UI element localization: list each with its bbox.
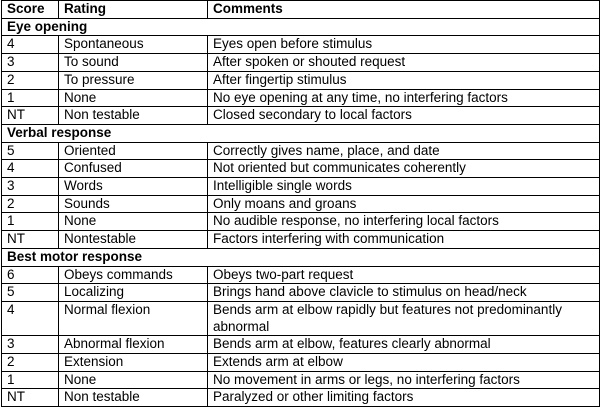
table-row — [2, 54, 600, 72]
score-cell: 3 — [2, 54, 59, 72]
score-cell: 3 — [2, 336, 59, 354]
score-cell: 5 — [2, 142, 59, 160]
section-title: Eye opening — [2, 18, 600, 36]
section-header-row — [2, 248, 600, 266]
score-cell: 2 — [2, 354, 59, 372]
comments-cell: Eyes open before stimulus — [208, 36, 600, 54]
comments-cell: Extends arm at elbow — [208, 354, 600, 372]
rating-cell: To sound — [59, 54, 208, 72]
rating-cell: Non testable — [59, 107, 208, 125]
table-row — [2, 301, 600, 335]
score-cell: 2 — [2, 195, 59, 213]
score-cell: 4 — [2, 36, 59, 54]
table-row — [2, 89, 600, 107]
comments-cell: Bends arm at elbow, features clearly abnormal — [208, 336, 600, 354]
comments-cell: After fingertip stimulus — [208, 71, 600, 89]
comments-cell: Not oriented but communicates coherently — [208, 160, 600, 178]
comments-cell: No movement in arms or legs, no interfering factors — [208, 371, 600, 389]
comments-cell: No audible response, no interfering local factors — [208, 213, 600, 231]
rating-cell: To pressure — [59, 71, 208, 89]
comments-cell: Obeys two-part request — [208, 266, 600, 284]
rating-cell: None — [59, 89, 208, 107]
comments-cell: Paralyzed or other limiting factors — [208, 389, 600, 407]
section-header-row — [2, 18, 600, 36]
rating-header: Rating — [59, 1, 208, 19]
glasgow-coma-scale-table — [1, 0, 600, 407]
table-row — [2, 142, 600, 160]
rating-cell: Non testable — [59, 389, 208, 407]
score-cell: 1 — [2, 89, 59, 107]
score-cell: 6 — [2, 266, 59, 284]
comments-cell: Correctly gives name, place, and date — [208, 142, 600, 160]
rating-cell: None — [59, 213, 208, 231]
score-cell: 4 — [2, 160, 59, 178]
table-row — [2, 160, 600, 178]
comments-cell: No eye opening at any time, no interfering factors — [208, 89, 600, 107]
comments-cell: Only moans and groans — [208, 195, 600, 213]
score-cell: 1 — [2, 371, 59, 389]
comments-cell: Factors interfering with communication — [208, 231, 600, 249]
score-header: Score — [2, 1, 59, 19]
table-row — [2, 231, 600, 249]
table-row — [2, 178, 600, 196]
table-row — [2, 354, 600, 372]
comments-cell: After spoken or shouted request — [208, 54, 600, 72]
comments-cell: Intelligible single words — [208, 178, 600, 196]
score-cell: 5 — [2, 284, 59, 302]
table-row — [2, 195, 600, 213]
table-row — [2, 336, 600, 354]
score-cell: NT — [2, 107, 59, 125]
rating-cell: Oriented — [59, 142, 208, 160]
comments-cell: Bends arm at elbow rapidly but features not predominantly abnormal — [208, 301, 600, 335]
rating-cell: Sounds — [59, 195, 208, 213]
section-header-row — [2, 124, 600, 142]
rating-cell: Confused — [59, 160, 208, 178]
score-cell: 1 — [2, 213, 59, 231]
score-cell: NT — [2, 389, 59, 407]
section-title: Verbal response — [2, 124, 600, 142]
table-row — [2, 284, 600, 302]
table-row — [2, 71, 600, 89]
table-row — [2, 371, 600, 389]
table-row — [2, 213, 600, 231]
rating-cell: Spontaneous — [59, 36, 208, 54]
header-row — [2, 1, 600, 19]
rating-cell: Words — [59, 178, 208, 196]
score-cell: 3 — [2, 178, 59, 196]
table-row — [2, 389, 600, 407]
rating-cell: Abnormal flexion — [59, 336, 208, 354]
rating-cell: Normal flexion — [59, 301, 208, 335]
rating-cell: Localizing — [59, 284, 208, 302]
table-row — [2, 36, 600, 54]
section-title: Best motor response — [2, 248, 600, 266]
comments-header: Comments — [208, 1, 600, 19]
rating-cell: Nontestable — [59, 231, 208, 249]
score-cell: 2 — [2, 71, 59, 89]
table-body — [2, 18, 600, 406]
table-row — [2, 266, 600, 284]
score-cell: NT — [2, 231, 59, 249]
score-cell: 4 — [2, 301, 59, 335]
comments-cell: Brings hand above clavicle to stimulus on head/neck — [208, 284, 600, 302]
rating-cell: Extension — [59, 354, 208, 372]
rating-cell: None — [59, 371, 208, 389]
comments-cell: Closed secondary to local factors — [208, 107, 600, 125]
rating-cell: Obeys commands — [59, 266, 208, 284]
table-row — [2, 107, 600, 125]
